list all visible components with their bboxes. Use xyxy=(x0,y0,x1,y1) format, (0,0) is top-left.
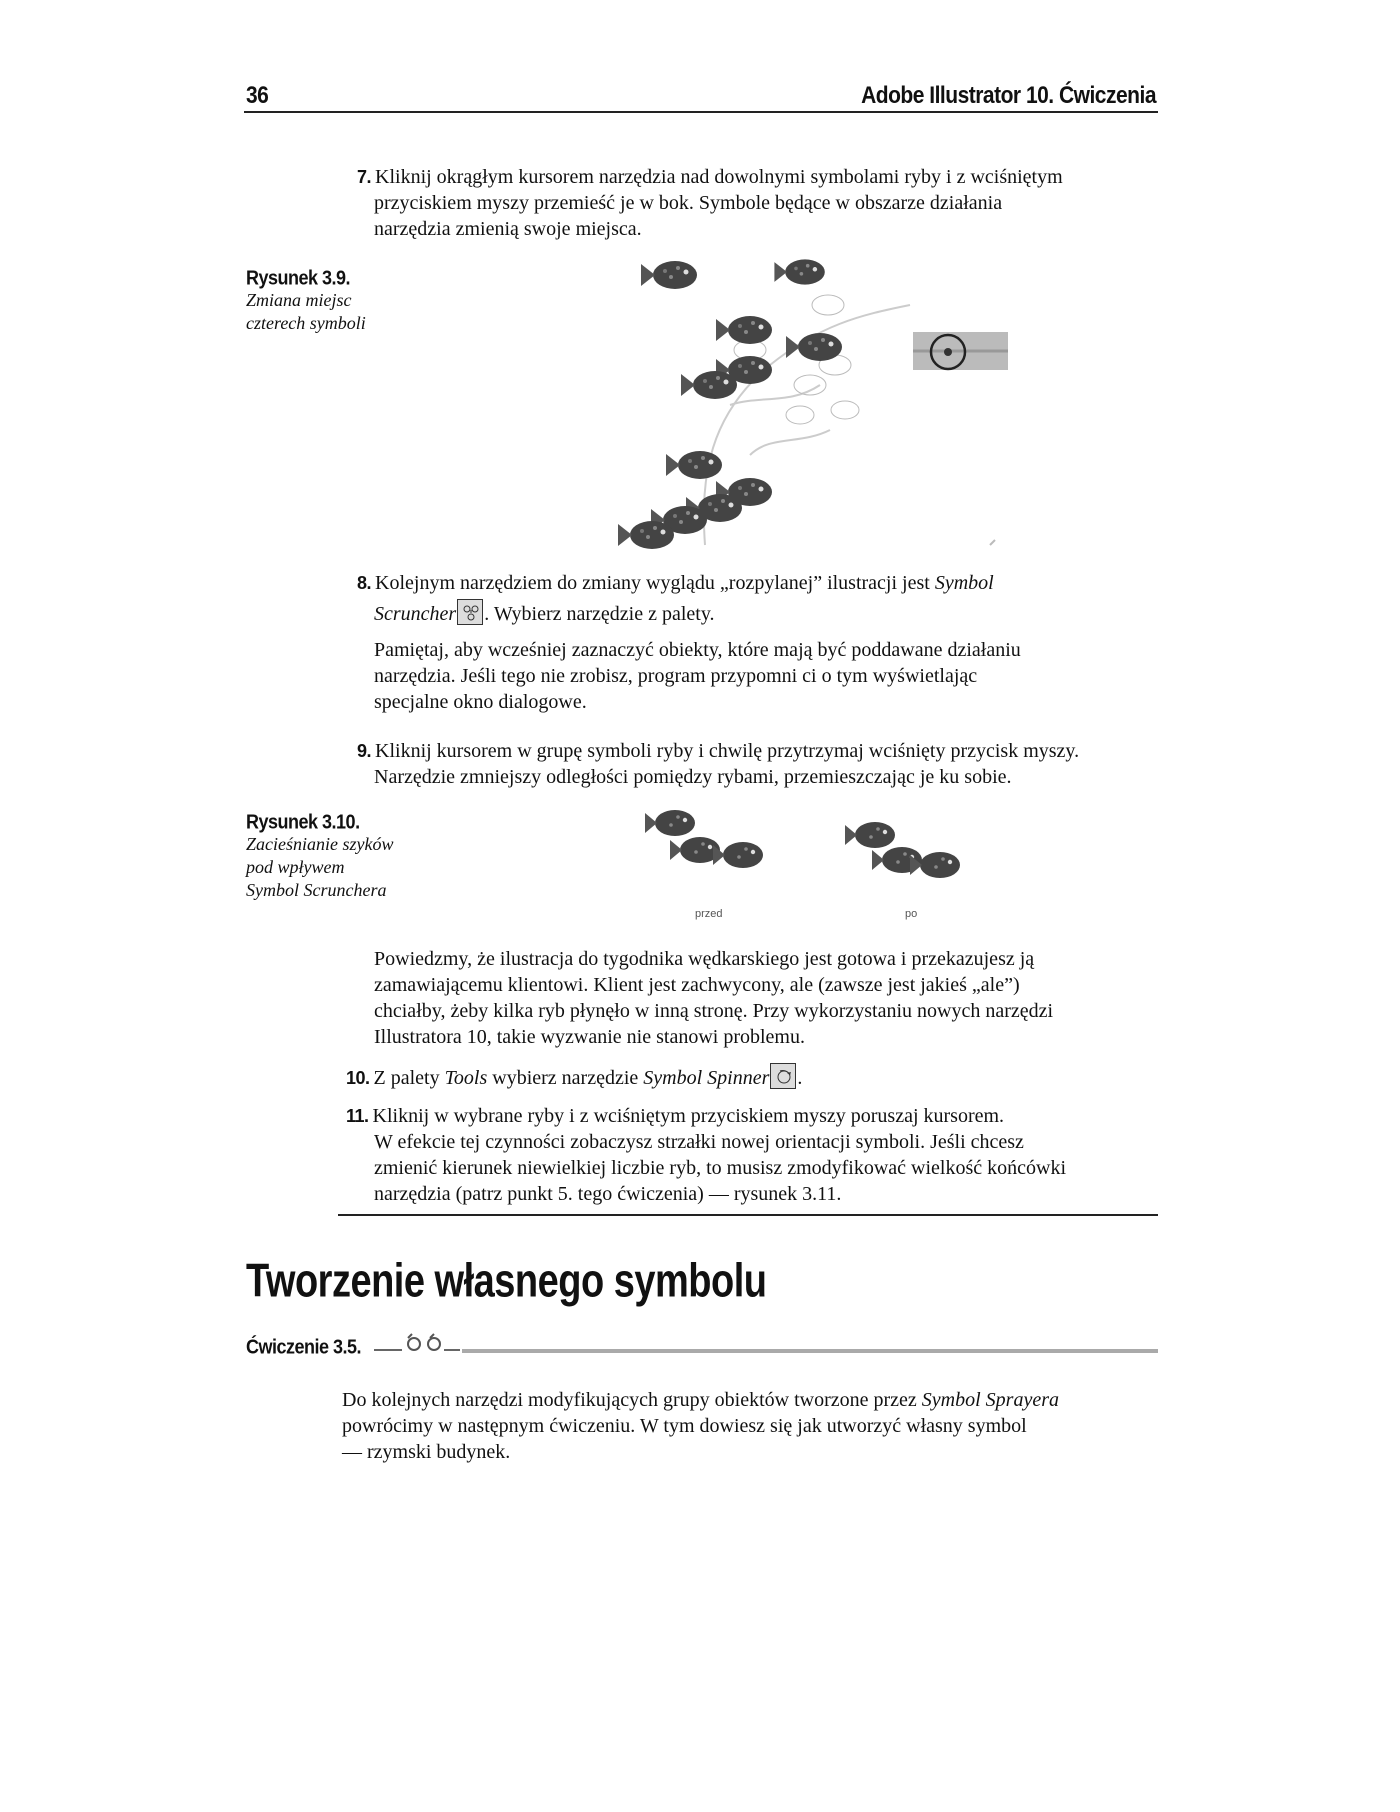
step-text: . Wybierz narzędzie z palety. xyxy=(484,603,715,625)
step-text: W efekcie tej czynności zobaczysz strzałki nowej orientacji symboli. Jeśli chcesz xyxy=(374,1131,1024,1153)
step-text: Narzędzie zmniejszy odległości pomiędzy rybami, przemieszczając je ku sobie. xyxy=(374,766,1012,788)
step-11 xyxy=(346,1103,1156,1207)
step-text: Kliknij okrągłym kursorem narzędzia nad dowolnymi symbolami ryby i z wciśniętym xyxy=(375,166,1063,188)
step-text: Z palety xyxy=(373,1067,445,1089)
note-line: narzędzia. Jeśli tego nie zrobisz, program przypomni ci o tym wyświetlając xyxy=(374,665,978,687)
step-text: Kolejnym narzędziem do zmiany wyglądu „rozpylanej” ilustracji jest xyxy=(375,572,935,594)
figure-3-10-illustration xyxy=(640,805,970,925)
tool-name: Symbol Sprayera xyxy=(921,1389,1059,1411)
symbol-spinner-icon xyxy=(770,1063,796,1089)
body-paragraph xyxy=(374,946,1164,1050)
step-text: przyciskiem myszy przemieść je w bok. Symbole będące w obszarze działania xyxy=(374,192,1003,214)
figure-title: Rysunek 3.10. xyxy=(246,810,360,833)
step-7 xyxy=(357,164,1157,242)
step-text: narzędzia (patrz punkt 5. tego ćwiczenia) — rysunek 3.11. xyxy=(374,1183,842,1205)
tool-name: Symbol Spinner xyxy=(643,1067,770,1089)
step-number: 8. xyxy=(357,573,372,593)
note-line: specjalne okno dialogowe. xyxy=(374,691,587,713)
figure-3-9-illustration xyxy=(600,255,1020,550)
difficulty-ornament-icon xyxy=(372,1330,462,1356)
paragraph-line: chciałby, żeby kilka ryb płynęło w inną stronę. Przy wykorzystaniu nowych narzędzi xyxy=(374,1000,1054,1022)
intro-text: Do kolejnych narzędzi modyfikujących grupy obiektów tworzone przez xyxy=(342,1389,922,1411)
step-10 xyxy=(346,1063,1156,1091)
exercise-label: Ćwiczenie 3.5. xyxy=(246,1335,362,1358)
label-before: przed xyxy=(695,908,723,920)
paragraph-line: zamawiającemu klientowi. Klient jest zachwycony, ale (zawsze jest jakieś „ale”) xyxy=(374,974,1020,996)
figure-caption xyxy=(246,289,366,335)
caption-line: czterech symboli xyxy=(246,313,366,333)
step-text: . xyxy=(797,1067,803,1089)
caption-line: Zmiana miejsc xyxy=(246,290,352,310)
step-text: narzędzia zmienią swoje miejsca. xyxy=(374,218,642,240)
section-rule xyxy=(338,1214,1158,1216)
exercise-intro xyxy=(342,1387,1162,1465)
note-line: Pamiętaj, aby wcześniej zaznaczyć obiekty, które mają być poddawane działaniu xyxy=(374,639,1021,661)
running-title: Adobe Illustrator 10. Ćwiczenia xyxy=(861,82,1156,109)
intro-text: — rzymski budynek. xyxy=(342,1441,511,1463)
label-after: po xyxy=(905,908,918,920)
tool-name: Symbol xyxy=(934,572,994,594)
caption-line: pod wpływem xyxy=(246,857,345,877)
step-text: Kliknij kursorem w grupę symboli ryby i chwilę przytrzymaj wciśnięty przycisk myszy. xyxy=(375,740,1080,762)
step-number: 10. xyxy=(346,1068,370,1088)
step-text: Kliknij w wybrane ryby i z wciśniętym przyciskiem myszy poruszaj kursorem. xyxy=(372,1105,1005,1127)
exercise-rule xyxy=(462,1349,1158,1353)
step-text: zmienić kierunek niewielkiej liczbie ryb, to musisz zmodyfikować wielkość końcówki xyxy=(374,1157,1067,1179)
palette-name: Tools xyxy=(444,1067,488,1089)
figure-caption xyxy=(246,833,393,902)
tool-name: Scruncher xyxy=(374,603,457,625)
intro-text: powrócimy w następnym ćwiczeniu. W tym dowiesz się jak utworzyć własny symbol xyxy=(342,1415,1027,1437)
header-rule xyxy=(244,111,1158,113)
caption-line: Zacieśnianie szyków xyxy=(246,834,394,854)
section-title: Tworzenie własnego symbolu xyxy=(246,1255,767,1308)
caption-line: Symbol Scrunchera xyxy=(246,880,387,900)
step-number: 9. xyxy=(357,741,372,761)
paragraph-line: Illustratora 10, takie wyzwanie nie stanowi problemu. xyxy=(374,1026,805,1048)
step-number: 7. xyxy=(357,167,372,187)
step-9 xyxy=(357,738,1167,790)
step-number: 11. xyxy=(346,1106,369,1126)
figure-title: Rysunek 3.9. xyxy=(246,266,351,289)
step-text: wybierz narzędzie xyxy=(487,1067,644,1089)
step-8 xyxy=(357,570,1157,715)
paragraph-line: Powiedzmy, że ilustracja do tygodnika wędkarskiego jest gotowa i przekazujesz ją xyxy=(374,948,1035,970)
step-note xyxy=(357,637,1157,715)
page-number: 36 xyxy=(246,82,269,109)
symbol-scruncher-icon xyxy=(457,599,483,625)
